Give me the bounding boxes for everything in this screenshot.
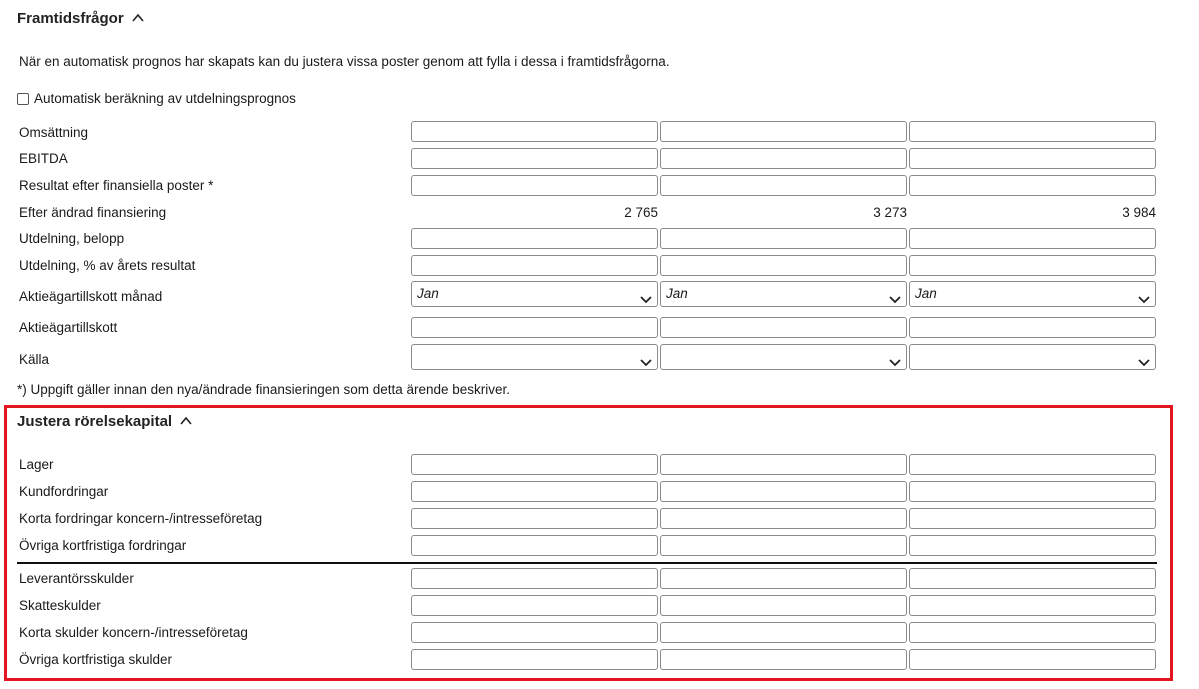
ovriga-fordringar-input-1[interactable] <box>411 535 658 556</box>
label-omsattning: Omsättning <box>19 125 89 140</box>
ebitda-input-1[interactable] <box>411 148 658 169</box>
kalla-select-2[interactable] <box>660 344 907 370</box>
utdelning-belopp-input-2[interactable] <box>660 228 907 249</box>
label-korta-skulder: Korta skulder koncern-/intresseföretag <box>19 625 248 640</box>
auto-dividend-checkbox-row[interactable] <box>17 91 296 106</box>
label-leverantorsskulder: Leverantörsskulder <box>19 571 134 586</box>
efter-value-1: 2 765 <box>624 205 658 220</box>
ebitda-input-2[interactable] <box>660 148 907 169</box>
lager-input-2[interactable] <box>660 454 907 475</box>
efter-value-2: 3 273 <box>873 205 907 220</box>
resultat-input-1[interactable] <box>411 175 658 196</box>
label-skatteskulder: Skatteskulder <box>19 598 101 613</box>
chevron-down-icon <box>889 352 901 362</box>
leverantorsskulder-input-2[interactable] <box>660 568 907 589</box>
korta-skulder-input-1[interactable] <box>411 622 658 643</box>
kundfordringar-input-3[interactable] <box>909 481 1156 502</box>
ovriga-skulder-input-3[interactable] <box>909 649 1156 670</box>
section-title-text: Framtidsfrågor <box>17 10 124 27</box>
divider <box>17 562 1157 564</box>
omsattning-input-3[interactable] <box>909 121 1156 142</box>
label-kundfordringar: Kundfordringar <box>19 484 109 499</box>
label-ebitda: EBITDA <box>19 151 68 166</box>
label-aktieagartillskott: Aktieägartillskott <box>19 320 118 335</box>
korta-fordringar-input-3[interactable] <box>909 508 1156 529</box>
section-title-framtidsfragor[interactable] <box>17 10 146 27</box>
omsattning-input-1[interactable] <box>411 121 658 142</box>
month-select-1-value: Jan <box>417 286 439 301</box>
label-aktieagartillskott-manad: Aktieägartillskott månad <box>19 289 163 304</box>
label-utdelning-procent: Utdelning, % av årets resultat <box>19 258 196 273</box>
month-select-3-value: Jan <box>915 286 937 301</box>
leverantorsskulder-input-3[interactable] <box>909 568 1156 589</box>
chevron-down-icon <box>640 352 652 362</box>
month-select-1[interactable] <box>411 281 658 307</box>
omsattning-input-2[interactable] <box>660 121 907 142</box>
utdelning-belopp-input-1[interactable] <box>411 228 658 249</box>
lager-input-3[interactable] <box>909 454 1156 475</box>
label-kalla: Källa <box>19 352 50 367</box>
korta-fordringar-input-1[interactable] <box>411 508 658 529</box>
ovriga-fordringar-input-3[interactable] <box>909 535 1156 556</box>
label-efter-andrad: Efter ändrad finansiering <box>19 205 167 220</box>
korta-fordringar-input-2[interactable] <box>660 508 907 529</box>
label-korta-fordringar: Korta fordringar koncern-/intresseföretag <box>19 511 263 526</box>
utdelning-belopp-input-3[interactable] <box>909 228 1156 249</box>
utdelning-procent-input-2[interactable] <box>660 255 907 276</box>
utdelning-procent-input-3[interactable] <box>909 255 1156 276</box>
auto-dividend-checkbox[interactable] <box>17 93 29 105</box>
resultat-input-3[interactable] <box>909 175 1156 196</box>
resultat-input-2[interactable] <box>660 175 907 196</box>
chevron-down-icon <box>1138 289 1150 299</box>
chevron-up-icon[interactable] <box>130 12 146 26</box>
label-utdelning-belopp: Utdelning, belopp <box>19 231 125 246</box>
aktieagartillskott-input-3[interactable] <box>909 317 1156 338</box>
kundfordringar-input-1[interactable] <box>411 481 658 502</box>
chevron-down-icon <box>889 289 901 299</box>
skatteskulder-input-1[interactable] <box>411 595 658 616</box>
aktieagartillskott-input-2[interactable] <box>660 317 907 338</box>
lager-input-1[interactable] <box>411 454 658 475</box>
label-ovriga-skulder: Övriga kortfristiga skulder <box>19 652 173 667</box>
kundfordringar-input-2[interactable] <box>660 481 907 502</box>
chevron-up-icon[interactable] <box>178 415 194 429</box>
ebitda-input-3[interactable] <box>909 148 1156 169</box>
section-title-justera-rorelsekapital[interactable] <box>17 413 194 430</box>
label-ovriga-fordringar: Övriga kortfristiga fordringar <box>19 538 187 553</box>
footnote: *) Uppgift gäller innan den nya/ändrade finansieringen som detta ärende beskriver. <box>17 382 511 397</box>
chevron-down-icon <box>640 289 652 299</box>
korta-skulder-input-2[interactable] <box>660 622 907 643</box>
label-lager: Lager <box>19 457 54 472</box>
efter-value-3: 3 984 <box>1122 205 1156 220</box>
korta-skulder-input-3[interactable] <box>909 622 1156 643</box>
chevron-down-icon <box>1138 352 1150 362</box>
month-select-2-value: Jan <box>666 286 688 301</box>
skatteskulder-input-2[interactable] <box>660 595 907 616</box>
utdelning-procent-input-1[interactable] <box>411 255 658 276</box>
month-select-3[interactable] <box>909 281 1156 307</box>
skatteskulder-input-3[interactable] <box>909 595 1156 616</box>
ovriga-skulder-input-1[interactable] <box>411 649 658 670</box>
kalla-select-3[interactable] <box>909 344 1156 370</box>
ovriga-fordringar-input-2[interactable] <box>660 535 907 556</box>
section-title-text: Justera rörelsekapital <box>17 413 173 430</box>
label-resultat: Resultat efter finansiella poster * <box>19 178 214 193</box>
leverantorsskulder-input-1[interactable] <box>411 568 658 589</box>
month-select-2[interactable] <box>660 281 907 307</box>
kalla-select-1[interactable] <box>411 344 658 370</box>
auto-dividend-checkbox-label[interactable]: Automatisk beräkning av utdelningsprognos <box>34 91 296 106</box>
ovriga-skulder-input-2[interactable] <box>660 649 907 670</box>
aktieagartillskott-input-1[interactable] <box>411 317 658 338</box>
intro-text: När en automatisk prognos har skapats kan du justera vissa poster genom att fylla i dessa i framtidsfrågorna. <box>19 54 670 69</box>
